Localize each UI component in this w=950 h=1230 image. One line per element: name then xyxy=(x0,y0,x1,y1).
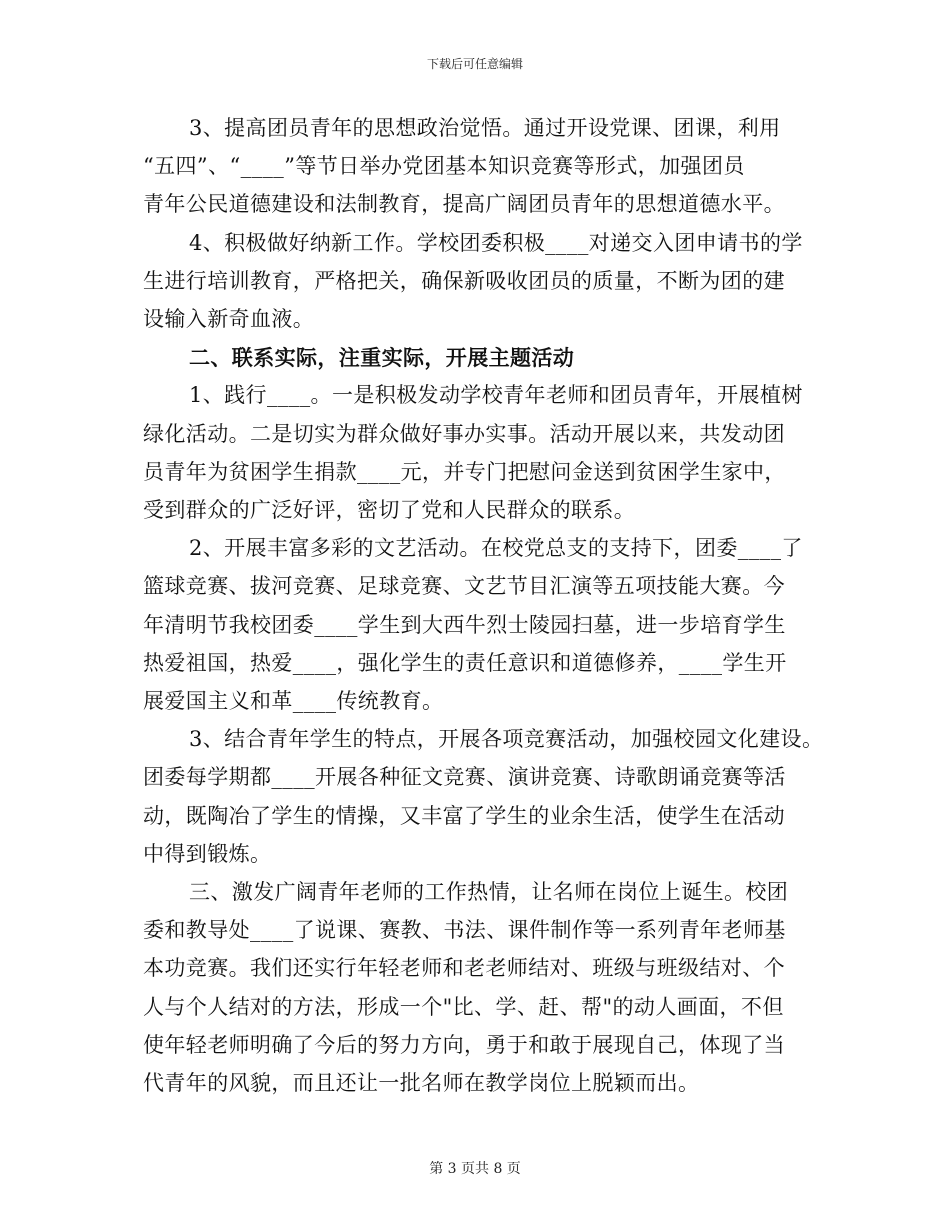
paragraph-line: 动，既陶冶了学生的情操，又丰富了学生的业余生活，使学生在活动 xyxy=(143,803,785,828)
paragraph-line: 年清明节我校团委____学生到大西牛烈士陵园扫墓，进一步培育学生 xyxy=(143,612,786,637)
paragraph-line: 人与个人结对的方法，形成一个"比、学、赶、帮"的动人画面，不但 xyxy=(143,994,784,1019)
paragraph-line: 中得到锻炼。 xyxy=(143,841,272,866)
paragraph-line: 团委每学期都____开展各种征文竞赛、演讲竞赛、诗歌朗诵竞赛等活 xyxy=(143,765,786,790)
paragraph-line: 委和教导处____了说课、赛教、书法、课件制作等一系列青年老师基 xyxy=(143,918,786,943)
paragraph-line: 受到群众的广泛好评，密切了党和人民群众的联系。 xyxy=(143,498,636,522)
page-header: 下载后可任意编辑 xyxy=(426,57,523,71)
paragraph-line: 三、激发广阔青年老师的工作热情，让名师在岗位上诞生。校团 xyxy=(189,880,789,904)
paragraph-line: 青年公民道德建设和法制教育，提高广阔团员青年的思想道德水平。 xyxy=(143,192,785,217)
paragraph-line: 4、积极做好纳新工作。学校团委积极____对递交入团申请书的学 xyxy=(189,230,803,255)
page-footer: 第 3 页共 8 页 xyxy=(429,1161,521,1177)
paragraph-line: 2、开展丰富多彩的文艺活动。在校党总支的支持下，团委____了 xyxy=(189,536,803,561)
paragraph-line: “五四”、“____”等节日举办党团基本知识竞赛等形式，加强团员 xyxy=(143,154,745,179)
section-heading: 二、联系实际，注重实际，开展主题活动 xyxy=(189,345,575,371)
paragraph-line: 设输入新奇血液。 xyxy=(143,307,315,331)
paragraph-line: 生进行培训教育，严格把关，确保新吸收团员的质量，不断为团的建 xyxy=(143,268,785,293)
paragraph-line: 3、结合青年学生的特点，开展各项竞赛活动，加强校园文化建设。 xyxy=(189,727,824,752)
paragraph-line: 绿化活动。二是切实为群众做好事办实事。活动开展以来，共发动团 xyxy=(143,421,785,446)
paragraph-line: 员青年为贫困学生捐款____元，并专门把慰问金送到贫困学生家中， xyxy=(143,459,786,484)
paragraph-line: 使年轻老师明确了今后的努力方向，勇于和敢于展现自己，体现了当 xyxy=(143,1032,785,1057)
paragraph-line: 1、践行____。一是积极发动学校青年老师和团员青年，开展植树 xyxy=(189,383,803,408)
paragraph-line: 篮球竞赛、拔河竞赛、足球竞赛、文艺节目汇演等五项技能大赛。今 xyxy=(143,574,785,599)
paragraph-line: 代青年的风貌，而且还让一批名师在教学岗位上脱颖而出。 xyxy=(143,1071,700,1095)
paragraph-line: 热爱祖国，热爱____，强化学生的责任意识和道德修养，____学生开 xyxy=(143,650,787,675)
paragraph-line: 本功竞赛。我们还实行年轻老师和老老师结对、班级与班级结对、个 xyxy=(143,956,785,981)
paragraph-line: 展爱国主义和革____传统教育。 xyxy=(143,689,444,713)
paragraph-line: 3、提高团员青年的思想政治觉悟。通过开设党课、团课，利用 xyxy=(189,116,781,140)
